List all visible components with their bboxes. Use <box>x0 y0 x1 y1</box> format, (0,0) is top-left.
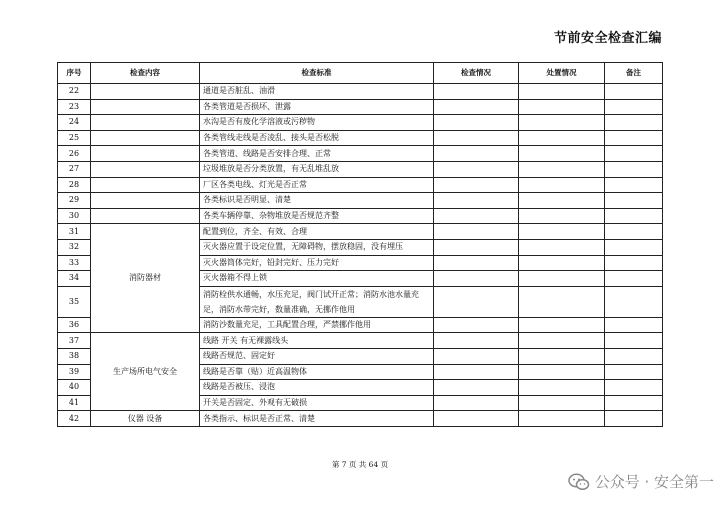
check-status-cell[interactable] <box>434 115 519 131</box>
category-cell <box>91 193 200 209</box>
check-status-cell[interactable] <box>434 411 519 427</box>
row-number: 39 <box>58 364 91 380</box>
disposal-status-cell[interactable] <box>519 286 605 317</box>
criterion-cell: 线路是否被压、浸泡 <box>200 380 434 396</box>
disposal-status-cell[interactable] <box>519 224 605 240</box>
disposal-status-cell[interactable] <box>519 208 605 224</box>
table-row <box>58 84 663 100</box>
table-row <box>58 224 663 240</box>
disposal-status-cell[interactable] <box>519 193 605 209</box>
table-row <box>58 333 663 349</box>
check-status-cell[interactable] <box>434 286 519 317</box>
check-status-cell[interactable] <box>434 348 519 364</box>
disposal-status-cell[interactable] <box>519 271 605 287</box>
check-status-cell[interactable] <box>434 255 519 271</box>
check-status-cell[interactable] <box>434 146 519 162</box>
criterion-cell: 灭火器箱不得上锁 <box>200 271 434 287</box>
table-row <box>58 130 663 146</box>
remarks-cell[interactable] <box>605 115 663 131</box>
check-status-cell[interactable] <box>434 177 519 193</box>
check-status-cell[interactable] <box>434 239 519 255</box>
header-serial: 序号 <box>58 63 91 84</box>
remarks-cell[interactable] <box>605 317 663 333</box>
disposal-status-cell[interactable] <box>519 380 605 396</box>
table-row <box>58 115 663 131</box>
table-row <box>58 146 663 162</box>
check-status-cell[interactable] <box>434 193 519 209</box>
check-status-cell[interactable] <box>434 161 519 177</box>
remarks-cell[interactable] <box>605 271 663 287</box>
row-number: 32 <box>58 239 91 255</box>
criterion-cell: 各类管道、线路是否安排合理、正常 <box>200 146 434 162</box>
check-status-cell[interactable] <box>434 317 519 333</box>
category-cell <box>91 161 200 177</box>
row-number: 30 <box>58 208 91 224</box>
criterion-cell: 消防沙数量充足，工具配置合理，严禁挪作他用 <box>200 317 434 333</box>
header-check-content: 检查内容 <box>91 63 200 84</box>
criterion-cell: 线路 开关 有无裸露线头 <box>200 333 434 349</box>
wechat-icon <box>568 473 590 491</box>
row-number: 38 <box>58 348 91 364</box>
criterion-cell: 线路是否靠（贴）近高温物体 <box>200 364 434 380</box>
check-status-cell[interactable] <box>434 99 519 115</box>
disposal-status-cell[interactable] <box>519 239 605 255</box>
check-status-cell[interactable] <box>434 333 519 349</box>
table-row <box>58 177 663 193</box>
remarks-cell[interactable] <box>605 380 663 396</box>
criterion-cell: 线路否规范、固定好 <box>200 348 434 364</box>
check-status-cell[interactable] <box>434 130 519 146</box>
category-electrical-safety: 生产场所电气安全 <box>91 333 200 411</box>
remarks-cell[interactable] <box>605 161 663 177</box>
row-number: 34 <box>58 271 91 287</box>
row-number: 35 <box>58 286 91 317</box>
remarks-cell[interactable] <box>605 255 663 271</box>
disposal-status-cell[interactable] <box>519 317 605 333</box>
check-status-cell[interactable] <box>434 224 519 240</box>
disposal-status-cell[interactable] <box>519 115 605 131</box>
document-title: 节前安全检查汇编 <box>553 31 662 46</box>
check-status-cell[interactable] <box>434 380 519 396</box>
remarks-cell[interactable] <box>605 224 663 240</box>
disposal-status-cell[interactable] <box>519 146 605 162</box>
row-number: 42 <box>58 411 91 427</box>
criterion-cell: 开关是否固定、外观有无破损 <box>200 395 434 411</box>
criterion-cell: 通道是否脏乱、油滑 <box>200 84 434 100</box>
disposal-status-cell[interactable] <box>519 99 605 115</box>
disposal-status-cell[interactable] <box>519 161 605 177</box>
table-header-row <box>58 63 663 84</box>
criterion-cell: 消防栓供水通畅，水压充足，阀门试开正常；消防水池水量充足，消防水带完好，数量准确，无挪作他用 <box>200 286 434 317</box>
row-number: 25 <box>58 130 91 146</box>
row-number: 29 <box>58 193 91 209</box>
remarks-cell[interactable] <box>605 130 663 146</box>
category-cell <box>91 99 200 115</box>
disposal-status-cell[interactable] <box>519 177 605 193</box>
category-cell <box>91 130 200 146</box>
criterion-cell: 各类指示、标识是否正常、清楚 <box>200 411 434 427</box>
check-status-cell[interactable] <box>434 208 519 224</box>
remarks-cell[interactable] <box>605 395 663 411</box>
remarks-cell[interactable] <box>605 286 663 317</box>
check-status-cell[interactable] <box>434 84 519 100</box>
remarks-cell[interactable] <box>605 99 663 115</box>
table-row <box>58 208 663 224</box>
row-number: 40 <box>58 380 91 396</box>
row-number: 22 <box>58 84 91 100</box>
row-number: 27 <box>58 161 91 177</box>
remarks-cell[interactable] <box>605 239 663 255</box>
row-number: 24 <box>58 115 91 131</box>
criterion-cell: 厂区各类电线、灯光是否正常 <box>200 177 434 193</box>
remarks-cell[interactable] <box>605 177 663 193</box>
category-cell <box>91 208 200 224</box>
row-number: 26 <box>58 146 91 162</box>
page-footer: 第 7 页 共 64 页 <box>331 460 389 469</box>
table-row <box>58 99 663 115</box>
disposal-status-cell[interactable] <box>519 364 605 380</box>
row-number: 33 <box>58 255 91 271</box>
check-status-cell[interactable] <box>434 271 519 287</box>
remarks-cell[interactable] <box>605 208 663 224</box>
category-instrument-equipment: 仪器 设备 <box>91 411 200 427</box>
category-cell <box>91 177 200 193</box>
row-number: 23 <box>58 99 91 115</box>
remarks-cell[interactable] <box>605 193 663 209</box>
category-cell <box>91 115 200 131</box>
table-row <box>58 161 663 177</box>
header-disposal-status: 处置情况 <box>519 63 605 84</box>
disposal-status-cell[interactable] <box>519 130 605 146</box>
disposal-status-cell[interactable] <box>519 395 605 411</box>
disposal-status-cell[interactable] <box>519 84 605 100</box>
remarks-cell[interactable] <box>605 411 663 427</box>
row-number: 28 <box>58 177 91 193</box>
criterion-cell: 灭火器筒体完好，铅封完好、压力完好 <box>200 255 434 271</box>
remarks-cell[interactable] <box>605 146 663 162</box>
table-row <box>58 193 663 209</box>
category-cell <box>91 84 200 100</box>
disposal-status-cell[interactable] <box>519 348 605 364</box>
remarks-cell[interactable] <box>605 348 663 364</box>
criterion-cell: 垃圾堆放是否分类放置，有无乱堆乱放 <box>200 161 434 177</box>
criterion-cell: 各类管线走线是否凌乱、接头是否松脱 <box>200 130 434 146</box>
criterion-cell: 各类标识是否明显、清楚 <box>200 193 434 209</box>
remarks-cell[interactable] <box>605 364 663 380</box>
check-status-cell[interactable] <box>434 395 519 411</box>
inspection-table <box>57 62 663 427</box>
row-number: 41 <box>58 395 91 411</box>
row-number: 36 <box>58 317 91 333</box>
remarks-cell[interactable] <box>605 333 663 349</box>
disposal-status-cell[interactable] <box>519 255 605 271</box>
header-check-status: 检查情况 <box>434 63 519 84</box>
disposal-status-cell[interactable] <box>519 411 605 427</box>
header-check-standard: 检查标准 <box>200 63 434 84</box>
criterion-cell: 各类车辆停靠、杂物堆放是否规范齐整 <box>200 208 434 224</box>
criterion-cell: 水沟是否有废化学溶液或污秽物 <box>200 115 434 131</box>
check-status-cell[interactable] <box>434 364 519 380</box>
category-fire-equipment: 消防器材 <box>91 224 200 333</box>
criterion-cell: 各类管道是否损坏、泄露 <box>200 99 434 115</box>
row-number: 37 <box>58 333 91 349</box>
row-number: 31 <box>58 224 91 240</box>
watermark-text: 公众号 · 安全第一 <box>594 473 714 491</box>
watermark <box>568 471 714 492</box>
category-cell <box>91 146 200 162</box>
disposal-status-cell[interactable] <box>519 333 605 349</box>
criterion-cell: 配置到位，齐全、有效、合理 <box>200 224 434 240</box>
header-remarks: 备注 <box>605 63 663 84</box>
table-row <box>58 411 663 427</box>
criterion-cell: 灭火器应置于设定位置，无障碍物，摆放稳固，没有埋压 <box>200 239 434 255</box>
remarks-cell[interactable] <box>605 84 663 100</box>
